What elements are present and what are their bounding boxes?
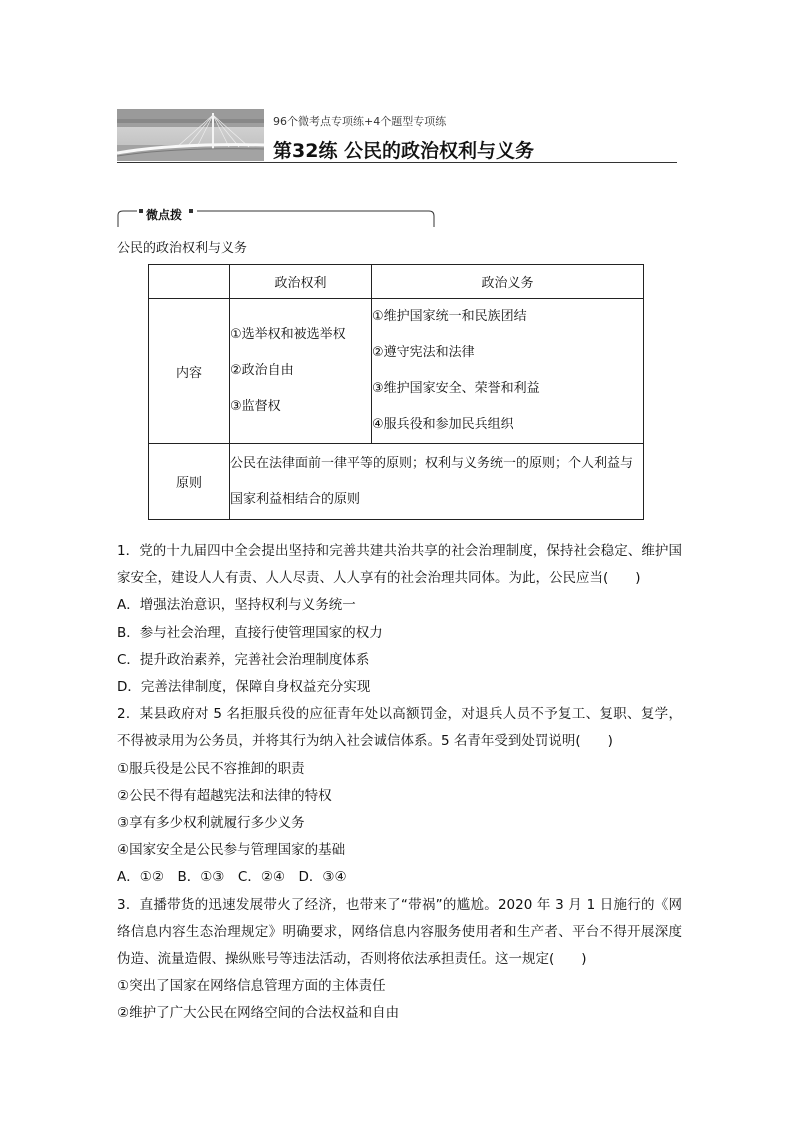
row-label-content: 内容 [149,299,230,444]
header-rights: 政治权利 [230,265,372,299]
rights-item: ②政治自由 [230,363,294,378]
section-title: 公民的政治权利与义务 [117,241,248,256]
question-option: D．完善法律制度，保障自身权益充分实现 [117,678,371,695]
question-option: ②维护了广大公民在网络空间的合法权益和自由 [117,1005,400,1022]
page-title: 第32练 公民的政治权利与义务 [273,140,535,162]
header-divider [117,162,677,163]
rights-item: ③监督权 [230,399,281,414]
question-option: ③享有多少权利就履行多少义务 [117,814,305,831]
question-option: ①突出了国家在网络信息管理方面的主体责任 [117,978,386,995]
question-list [117,538,682,1027]
rights-item: ①选举权和被选举权 [230,327,346,342]
table-corner-cell [149,265,230,299]
duties-list [372,299,644,444]
duties-item: ②遵守宪法和法律 [372,345,475,360]
row-label-principle: 原则 [149,444,230,520]
question-choices: A．①② B．①③ C．②④ D．③④ [117,869,347,886]
question-option: A．增强法治意识，坚持权利与义务统一 [117,597,356,614]
question-stem: 3．直播带货的迅速发展带火了经济，也带来了“带祸”的尴尬。2020 年 3 月 1 日施行的《网络信息内容生态治理规定》明确要求，网络信息内容服务使用者和生产者、平台不得开展深度伪造、流量造假、操纵账号等违法活动，否则将依法承担责任。这一规定( ) [117,896,682,967]
duties-item: ④服兵役和参加民兵组织 [372,417,514,432]
knowledge-table [148,264,644,520]
tip-label: 微点拨 [146,208,183,222]
question-option: ④国家安全是公民参与管理国家的基础 [117,842,346,859]
question-option: B．参与社会治理，直接行使管理国家的权力 [117,624,383,641]
question-option: C．提升政治素养，完善社会治理制度体系 [117,651,370,668]
principle-text: 公民在法律面前一律平等的原则；权利与义务统一的原则；个人利益与国家利益相结合的原则 [230,444,644,520]
bridge-banner-image [117,109,264,161]
rights-list [230,299,372,444]
question-option: ①服兵役是公民不容推卸的职责 [117,760,305,777]
header-subtitle: 96个微考点专项练+4个题型专项练 [273,115,447,128]
question-stem: 2．某县政府对 5 名拒服兵役的应征青年处以高额罚金，对退兵人员不予复工、复职、复学，不得被录用为公务员，并将其行为纳入社会诚信体系。5 名青年受到处罚说明( ) [117,706,682,750]
duties-item: ③维护国家安全、荣誉和利益 [372,381,540,396]
question-stem: 1．党的十九届四中全会提出坚持和完善共建共治共享的社会治理制度，保持社会稳定、维护国家安全，建设人人有责、人人尽责、人人享有的社会治理共同体。为此，公民应当( ) [117,543,682,587]
duties-item: ①维护国家统一和民族团结 [372,309,527,324]
question-option: ②公民不得有超越宪法和法律的特权 [117,787,332,804]
header-duties: 政治义务 [372,265,644,299]
